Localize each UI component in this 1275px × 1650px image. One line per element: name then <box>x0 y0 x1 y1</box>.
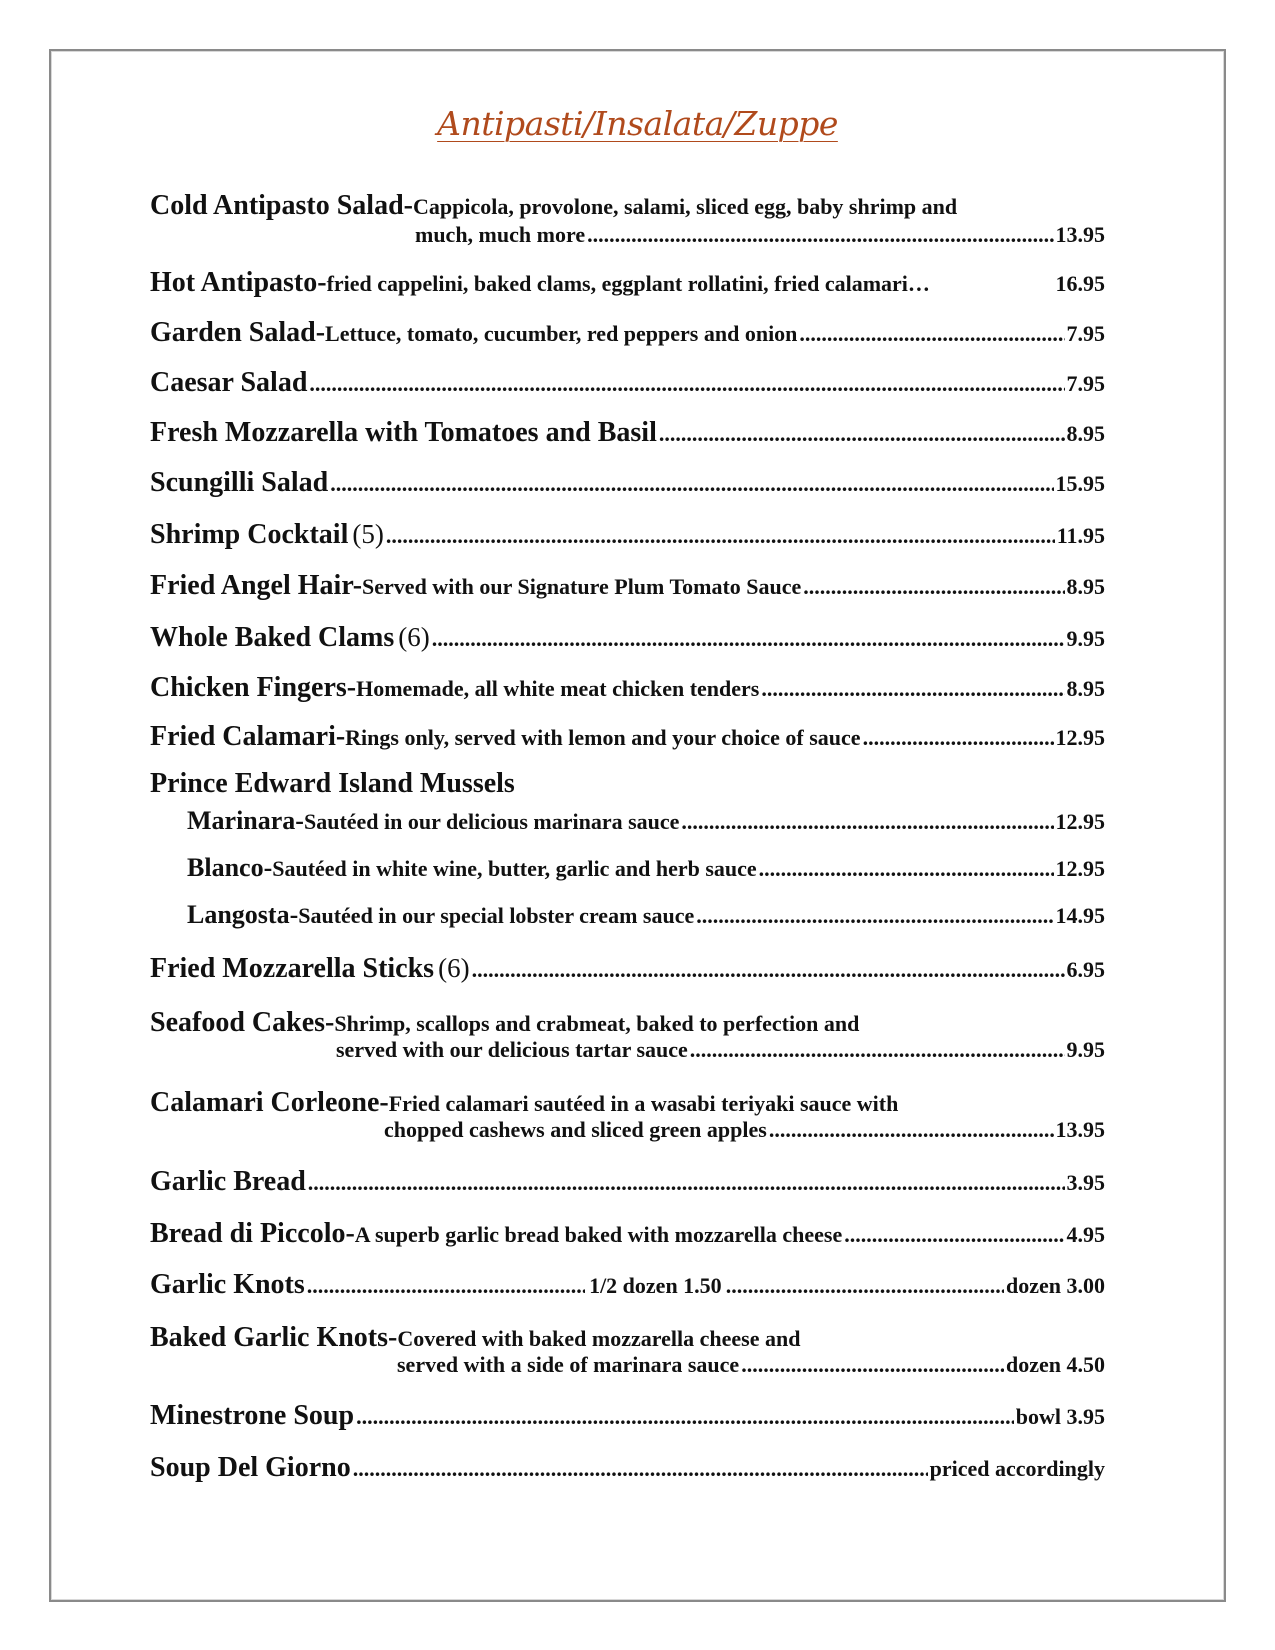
item-price: 7.95 <box>1066 321 1105 346</box>
menu-item-cold-antipasto-line2 <box>415 222 1105 248</box>
item-name: Scungilli Salad <box>150 467 329 498</box>
item-name: Garden Salad- <box>150 317 326 348</box>
item-name: Minestrone Soup <box>150 1400 355 1431</box>
item-name: Fried Mozzarella Sticks <box>150 953 435 984</box>
mussels-heading: Prince Edward Island Mussels <box>150 768 515 799</box>
item-description: Cappicola, provolone, salami, sliced egg, baby shrimp and <box>412 194 958 219</box>
item-price: 7.95 <box>1066 371 1105 396</box>
leader-dots <box>353 1456 928 1482</box>
item-description-cont: served with a side of marinara sauce <box>397 1352 740 1377</box>
leader-dots <box>307 1273 585 1299</box>
item-price: 8.95 <box>1066 421 1105 446</box>
item-name: Langosta- <box>187 900 299 929</box>
leader-dots <box>587 222 1053 248</box>
item-description-cont: served with our delicious tartar sauce <box>336 1037 688 1062</box>
item-name: Fried Angel Hair- <box>150 570 363 601</box>
menu-item-hot-antipasto <box>150 267 1105 299</box>
item-price: 13.95 <box>1055 222 1105 247</box>
item-count: (6) <box>438 953 470 983</box>
menu-item-baked-garlic-knots <box>150 1322 1105 1354</box>
leader-dots <box>386 523 1055 549</box>
leader-dots <box>659 421 1065 447</box>
menu-section-title: Antipasti/Insalata/Zuppe <box>437 104 838 143</box>
item-name: Soup Del Giorno <box>150 1452 351 1483</box>
leader-dots <box>309 371 1064 397</box>
leader-dots <box>799 321 1064 347</box>
item-name: Shrimp Cocktail <box>150 519 349 550</box>
item-description: Fried calamari sautéed in a wasabi teriyaki sauce with <box>388 1091 899 1116</box>
item-name: Blanco- <box>187 853 273 882</box>
item-price-half: 1/2 dozen 1.50 <box>589 1273 722 1298</box>
item-price: 9.95 <box>1066 1037 1105 1062</box>
menu-item-garlic-knots <box>150 1269 1105 1301</box>
menu-item-caesar-salad <box>150 367 1105 399</box>
item-price: priced accordingly <box>929 1456 1105 1481</box>
menu-item-calamari-corleone <box>150 1087 1105 1119</box>
menu-item-garlic-bread <box>150 1166 1105 1198</box>
item-name: Seafood Cakes- <box>150 1007 335 1038</box>
leader-dots <box>472 957 1065 983</box>
item-count: (5) <box>352 519 384 549</box>
menu-item-mussels-blanco <box>187 853 1105 883</box>
leader-dots <box>726 1273 1004 1299</box>
leader-dots <box>759 856 1054 882</box>
menu-item-minestrone-soup <box>150 1400 1105 1432</box>
item-description: Rings only, served with lemon and your choice of sauce <box>345 725 861 750</box>
item-name: Cold Antipasto Salad- <box>150 190 413 221</box>
item-price: 14.95 <box>1055 903 1105 928</box>
menu-item-seafood-cakes-line2 <box>336 1037 1105 1063</box>
item-description: Sautéed in our delicious marinara sauce <box>303 809 680 834</box>
menu-item-garden-salad <box>150 317 1105 349</box>
menu-item-mussels-marinara <box>187 806 1105 836</box>
item-count: (6) <box>398 622 430 652</box>
item-name: Bread di Piccolo- <box>150 1218 355 1249</box>
item-price: 15.95 <box>1055 471 1105 496</box>
item-price: bowl 3.95 <box>1015 1404 1105 1429</box>
item-name: Baked Garlic Knots- <box>150 1322 398 1353</box>
leader-dots <box>803 574 1064 600</box>
item-price: 8.95 <box>1066 676 1105 701</box>
item-price: 13.95 <box>1055 1117 1105 1142</box>
leader-dots <box>308 1170 1065 1196</box>
item-description: Homemade, all white meat chicken tenders <box>356 676 760 701</box>
item-description: Lettuce, tomato, cucumber, red peppers and onion <box>325 321 798 346</box>
menu-item-mozzarella-sticks <box>150 953 1105 985</box>
menu-item-fried-angel-hair <box>150 570 1105 602</box>
menu-item-soup-del-giorno <box>150 1452 1105 1484</box>
item-description: Covered with baked mozzarella cheese and <box>397 1326 801 1351</box>
item-price: dozen 3.00 <box>1005 1273 1105 1298</box>
item-price: 6.95 <box>1066 957 1105 982</box>
item-name: Fried Calamari- <box>150 721 346 752</box>
item-name: Fresh Mozzarella with Tomatoes and Basil <box>150 417 657 448</box>
menu-item-cold-antipasto <box>150 190 1105 222</box>
item-name: Caesar Salad <box>150 367 308 398</box>
item-price: 9.95 <box>1066 626 1105 651</box>
menu-item-shrimp-cocktail <box>150 519 1105 551</box>
item-price: 12.95 <box>1055 725 1105 750</box>
item-name: Marinara- <box>187 806 304 835</box>
menu-item-bread-di-piccolo <box>150 1218 1105 1250</box>
menu-item-calamari-corleone-line2 <box>384 1117 1105 1143</box>
leader-dots <box>330 471 1053 497</box>
menu-item-fried-calamari <box>150 721 1105 753</box>
item-price: dozen 4.50 <box>1006 1352 1105 1377</box>
item-description: Shrimp, scallops and crabmeat, baked to perfection and <box>334 1011 860 1036</box>
item-name: Chicken Fingers- <box>150 672 357 703</box>
item-name: Hot Antipasto- <box>150 267 327 298</box>
item-description: Served with our Signature Plum Tomato Sauce <box>362 574 802 599</box>
menu-item-scungilli-salad <box>150 467 1105 499</box>
item-description: Sautéed in our special lobster cream sauce <box>298 903 695 928</box>
leader-dots <box>741 1352 1004 1378</box>
item-description: fried cappelini, baked clams, eggplant rollatini, fried calamari… <box>326 271 930 296</box>
item-description: Sautéed in white wine, butter, garlic and herb sauce <box>272 856 757 881</box>
menu-item-whole-baked-clams <box>150 622 1105 654</box>
item-price: 12.95 <box>1055 809 1105 834</box>
leader-dots <box>769 1117 1054 1143</box>
item-description-cont: much, much more <box>415 222 586 247</box>
menu-item-fresh-mozzarella <box>150 417 1105 449</box>
item-description: A superb garlic bread baked with mozzarella cheese <box>354 1222 843 1247</box>
menu-item-baked-garlic-knots-line2 <box>397 1352 1105 1378</box>
menu-item-mussels-langosta <box>187 900 1105 930</box>
item-name: Garlic Knots <box>150 1269 305 1300</box>
item-name: Whole Baked Clams <box>150 622 395 653</box>
leader-dots <box>761 676 1064 702</box>
menu-item-seafood-cakes <box>150 1007 1105 1039</box>
leader-dots <box>432 626 1065 652</box>
item-price: 11.95 <box>1056 523 1105 548</box>
item-description-cont: chopped cashews and sliced green apples <box>384 1117 767 1142</box>
leader-dots <box>844 1222 1064 1248</box>
item-price: 16.95 <box>1055 271 1105 296</box>
item-price: 4.95 <box>1066 1222 1105 1247</box>
item-price: 8.95 <box>1066 574 1105 599</box>
item-name: Calamari Corleone- <box>150 1087 389 1118</box>
leader-dots <box>863 725 1054 751</box>
menu-item-chicken-fingers <box>150 672 1105 704</box>
leader-dots <box>681 809 1053 835</box>
item-price: 12.95 <box>1055 856 1105 881</box>
item-name: Garlic Bread <box>150 1166 306 1197</box>
leader-dots <box>696 903 1053 929</box>
leader-dots <box>690 1037 1065 1063</box>
leader-dots <box>356 1404 1014 1430</box>
item-price: 3.95 <box>1066 1170 1105 1195</box>
